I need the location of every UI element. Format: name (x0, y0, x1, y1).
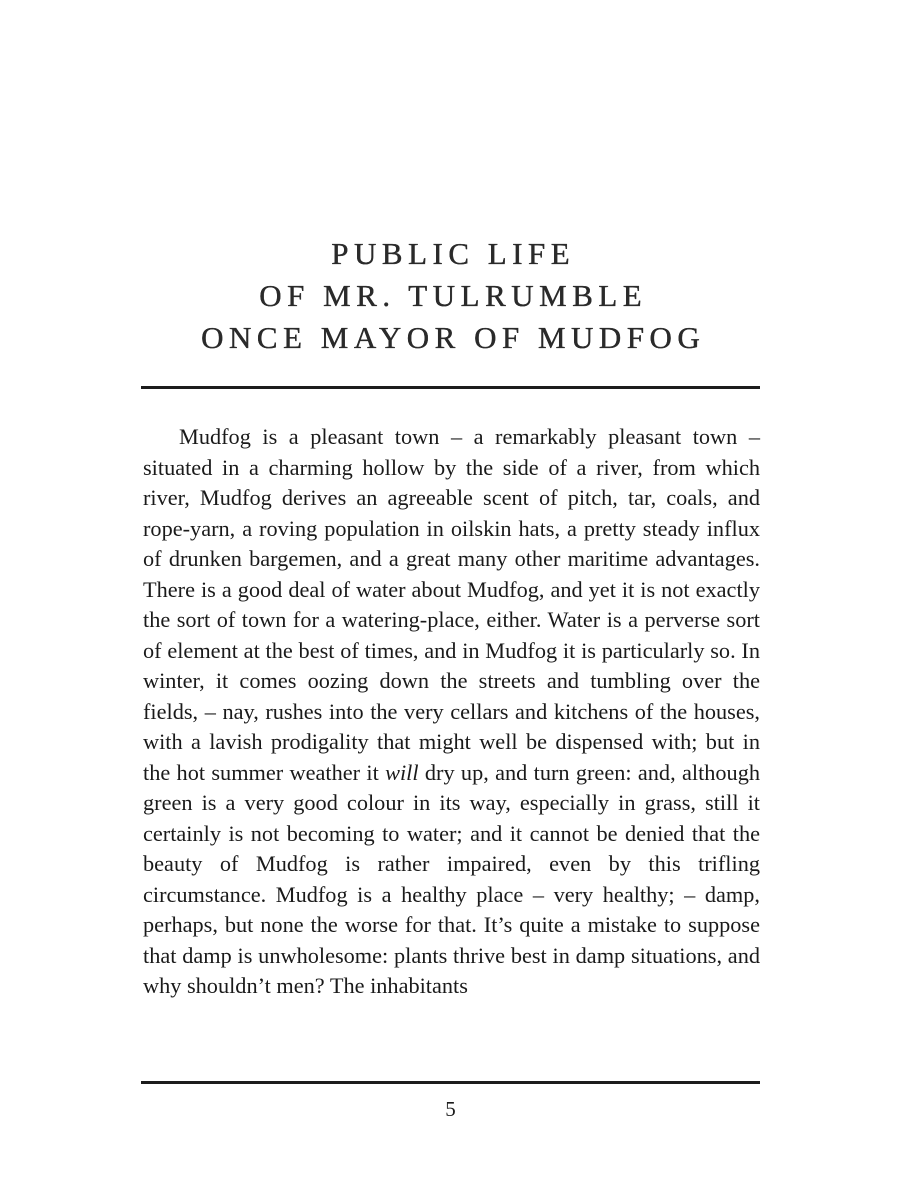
chapter-title-line-2: OF MR. TULRUMBLE (259, 278, 648, 313)
page-number: 5 (445, 1097, 456, 1121)
chapter-title-line-3: ONCE MAYOR OF MUDFOG (201, 320, 706, 355)
paragraph-1-part-b: dry up, and turn green: and, although green is a very good colour in its way, especially in grass, still it certainly is not becoming to water; and it cannot be denied that the beauty of Mudfog is rather impaired, even by this trifling circumstance. Mudfog is a healthy place – very healthy; – damp, perhaps, but none the worse for that. It’s quite a mistake to suppose that damp is unwholesome: plants thrive best in damp situations, and why shouldn’t men? The inhabitants (143, 759, 761, 998)
header-rule (141, 386, 760, 389)
paragraph-1-part-a: Mudfog is a pleasant town – a remarkably pleasant town – situated in a charming hollow by the side of a river, from which river, Mudfog derives an agreeable scent of pitch, tar, coals, and rope-yarn, a roving population in oilskin hats, a pretty steady influx of drunken bargemen, and a great many other maritime advantages. There is a good deal of water about Mudfog, and yet it is not exactly the sort of town for a watering-place, either. Water is a perverse sort of element at the best of times, and in Mudfog it is particularly so. In winter, it comes oozing down the streets and tumbling over the fields, – nay, rushes into the very cellars and kitchens of the houses, with a lavish prodigality that might well be dispensed with; but in the hot summer weather it (143, 424, 760, 785)
chapter-title-line-1: PUBLIC LIFE (331, 236, 576, 271)
body-text-column (143, 422, 760, 1002)
footer-rule (141, 1081, 760, 1084)
chapter-title (141, 233, 760, 359)
paragraph-1-emphasis: will (385, 759, 419, 785)
paragraph-1 (143, 422, 760, 1002)
